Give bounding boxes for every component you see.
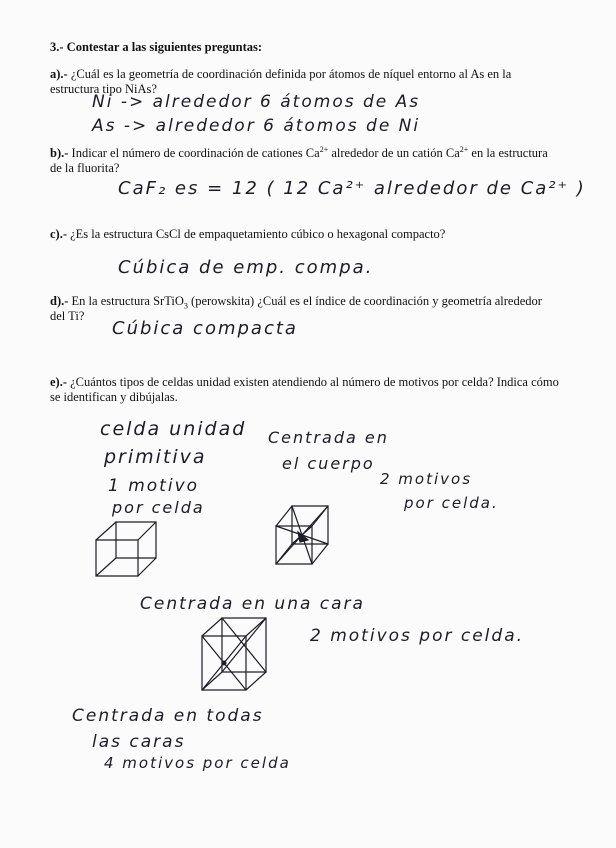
primitive-note-1: celda unidad	[100, 418, 247, 440]
question-d-label: d).-	[50, 294, 69, 308]
body-centered-note-1: Centrada en	[268, 428, 389, 447]
question-b: b).- Indicar el número de coordinación de cationes $Ca^{2+}$ alrededor de un catión $Ca^{2+}$ en la estructura de la fluorita?	[50, 144, 548, 175]
face-centered-cube-drawing	[196, 614, 274, 696]
one-face-centered-count: 2 motivos por celda.	[310, 626, 525, 646]
all-faces-centered-note-1: Centrada en todas	[72, 706, 264, 726]
one-face-centered-note: Centrada en una cara	[140, 594, 365, 614]
question-b-label: b).-	[50, 146, 69, 160]
primitive-note-3: 1 motivo	[108, 476, 200, 496]
body-centered-cube-drawing	[272, 496, 336, 570]
all-faces-centered-count: 4 motivos por celda	[104, 754, 291, 772]
answer-a-line-2: As -> alrededor 6 átomos de Ni	[92, 116, 421, 136]
body-centered-count-1: 2 motivos	[380, 470, 473, 488]
question-d: d).- En la estructura SrTiO$_3$ (perowskita) ¿Cuál es el índice de coordinación y geometría alrededor del Ti?	[50, 294, 542, 323]
all-faces-centered-note-2: las caras	[92, 732, 186, 752]
question-c-label: c).-	[50, 227, 67, 241]
answer-c: Cúbica de emp. compa.	[118, 257, 374, 278]
question-c	[50, 227, 560, 242]
primitive-note-4: por celda	[112, 498, 205, 517]
question-e	[50, 375, 560, 405]
answer-a-line-1: Ni -> alrededor 6 átomos de As	[92, 92, 421, 112]
question-c-text: ¿Es la estructura CsCl de empaquetamiento cúbico o hexagonal compacto?	[67, 227, 446, 241]
section-title: 3.- Contestar a las siguientes preguntas:	[50, 40, 263, 54]
question-e-text: ¿Cuántos tipos de celdas unidad existen atendiendo al número de motivos por celda? Indica cómo se identifican y dibújalas.	[50, 375, 559, 404]
primitive-cube-drawing	[92, 518, 162, 580]
body-centered-note-2: el cuerpo	[282, 454, 375, 473]
answer-d: Cúbica compacta	[112, 318, 298, 339]
primitive-note-2: primitiva	[104, 446, 207, 468]
answer-b: CaF₂ es = 12 ( 12 Ca²⁺ alrededor de Ca²⁺ )	[118, 178, 586, 199]
question-a-text: ¿Cuál es la geometría de coordinación definida por átomos de níquel entorno al As en la estructura tipo NiAs?	[50, 67, 512, 96]
body-centered-count-2: por celda.	[404, 494, 499, 512]
question-a-label: a).-	[50, 67, 68, 81]
question-e-label: e).-	[50, 375, 67, 389]
